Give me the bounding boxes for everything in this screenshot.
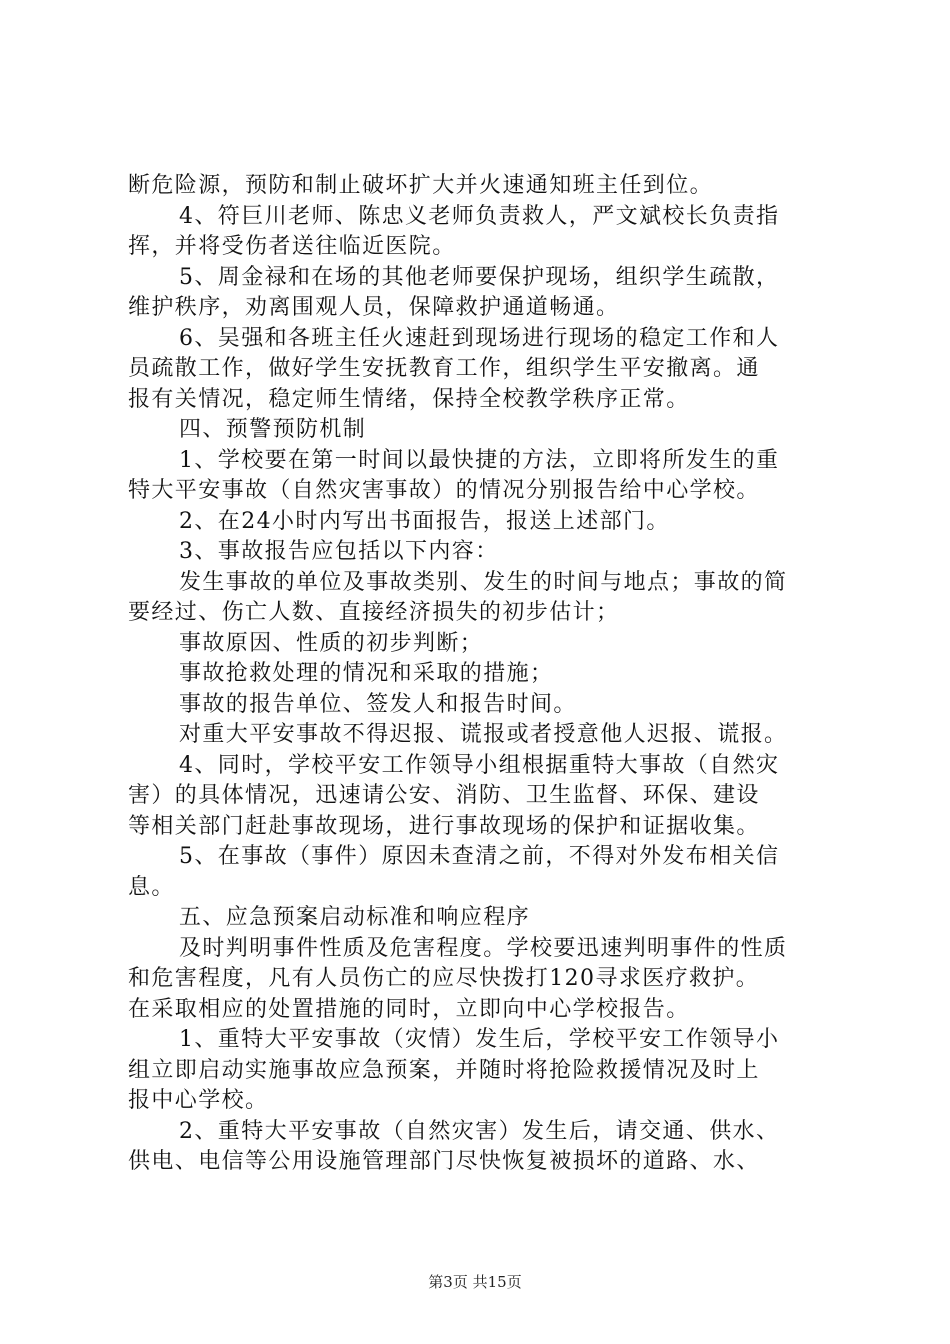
page-footer: 第3页 共15页	[428, 1273, 522, 1291]
document-body	[128, 171, 828, 1178]
text-line: 特大平安事故（自然灾害事故）的情况分别报告给中心学校。	[128, 478, 760, 503]
text-line: 2、在24小时内写出书面报告，报送上述部门。	[179, 508, 670, 534]
text-line: 1、学校要在第一时间以最快捷的方法，立即将所发生的重	[179, 447, 780, 473]
text-line: 等相关部门赶赴事故现场，进行事故现场的保护和证据收集。	[128, 813, 760, 839]
text-line: 5、在事故（事件）原因未查清之前，不得对外发布相关信	[179, 844, 780, 869]
text-line: 6、吴强和各班主任火速赶到现场进行现场的稳定工作和人	[179, 325, 780, 351]
text-line: 发生事故的单位及事故类别、发生的时间与地点；事故的简	[179, 569, 788, 595]
text-line: 事故抢救处理的情况和采取的措施；	[179, 661, 554, 686]
text-line: 报有关情况，稳定师生情绪，保持全校教学秩序正常。	[128, 386, 690, 412]
text-line: 息。	[128, 874, 175, 900]
text-line: 断危险源，预防和制止破坏扩大并火速通知班主任到位。	[128, 173, 714, 198]
text-line: 害）的具体情况，迅速请公安、消防、卫生监督、环保、建设	[128, 783, 760, 808]
text-line: 供电、电信等公用设施管理部门尽快恢复被损坏的道路、水、	[128, 1149, 760, 1174]
text-line: 1、重特大平安事故（灾情）发生后，学校平安工作领导小	[179, 1027, 780, 1052]
text-line: 报中心学校。	[128, 1088, 269, 1113]
text-line: 4、同时，学校平安工作领导小组根据重特大事故（自然灾	[179, 752, 780, 778]
text-line: 3、事故报告应包括以下内容：	[179, 539, 499, 564]
text-line: 事故的报告单位、签发人和报告时间。	[179, 691, 577, 717]
text-line: 四、预警预防机制	[179, 417, 367, 442]
text-line: 4、符巨川老师、陈忠义老师负责救人，严文斌校长负责指	[179, 203, 780, 229]
text-line: 要经过、伤亡人数、直接经济损失的初步估计；	[128, 600, 620, 625]
text-line: 和危害程度，凡有人员伤亡的应尽快拨打120寻求医疗救护。	[128, 966, 760, 991]
text-line: 维护秩序，劝离围观人员，保障救护通道畅通。	[128, 295, 620, 320]
text-line: 5、周金禄和在场的其他老师要保护现场，组织学生疏散，	[179, 264, 780, 290]
text-line: 挥，并将受伤者送往临近医院。	[128, 234, 456, 259]
text-line: 2、重特大平安事故（自然灾害）发生后，请交通、供水、	[179, 1118, 780, 1144]
text-line: 五、应急预案启动标准和响应程序	[179, 905, 531, 930]
text-line: 对重大平安事故不得迟报、谎报或者授意他人迟报、谎报。	[179, 722, 788, 747]
text-line: 组立即启动实施事故应急预案，并随时将抢险救援情况及时上	[128, 1057, 760, 1083]
text-line: 事故原因、性质的初步判断；	[179, 630, 484, 656]
text-line: 及时判明事件性质及危害程度。学校要迅速判明事件的性质	[179, 935, 788, 961]
text-line: 在采取相应的处置措施的同时，立即向中心学校报告。	[128, 996, 690, 1022]
text-line: 员疏散工作，做好学生安抚教育工作，组织学生平安撤离。通	[128, 356, 760, 381]
